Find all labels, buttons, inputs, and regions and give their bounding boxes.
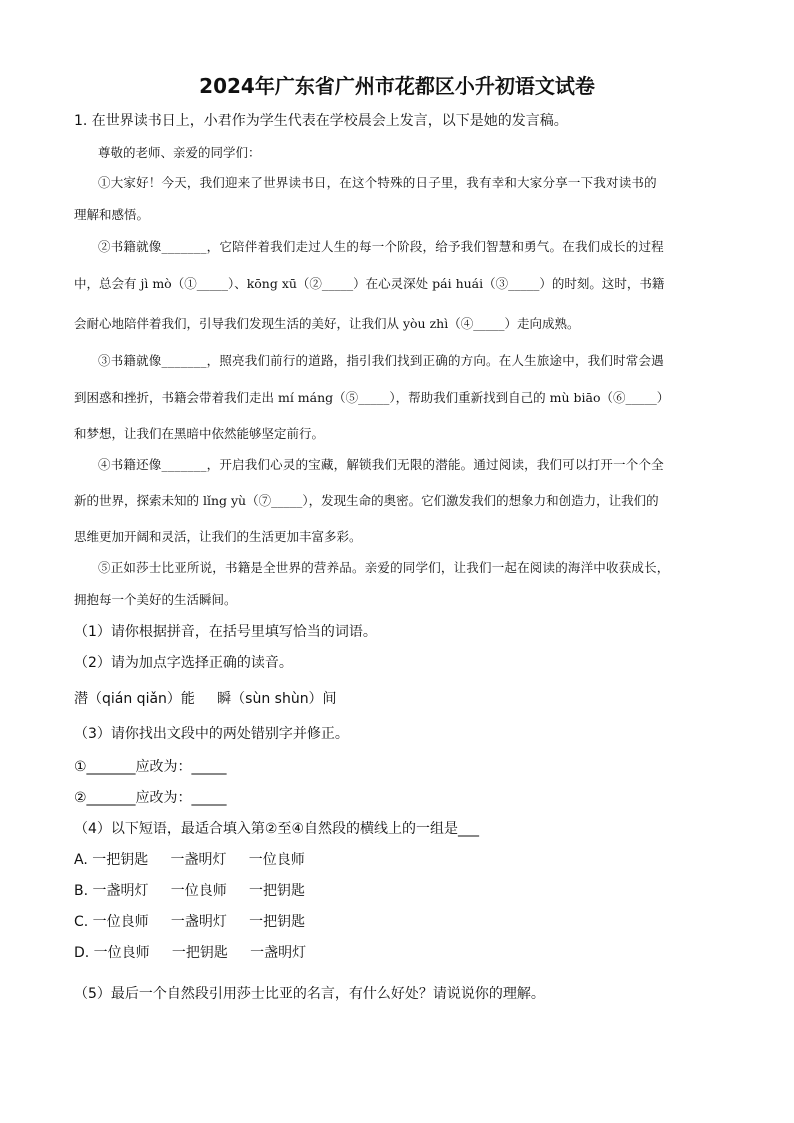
speech-paragraph-3-line-2: 到困惑和挫折，书籍会带着我们走出 mí máng（⑤_____），帮助我们重新找到自己的 mù biāo（⑥_____） xyxy=(74,390,670,405)
sub-question-1: （1）请你根据拼音，在括号里填写恰当的词语。 xyxy=(74,624,377,640)
page-title: 2024年广东省广州市花都区小升初语文试卷 xyxy=(199,74,595,98)
sub-question-2: （2）请为加点字选择正确的读音。 xyxy=(74,655,293,671)
speech-paragraph-2-line-1: ②书籍就像_______，它陪伴着我们走过人生的每一个阶段，给予我们智慧和勇气。在我们成长的过程 xyxy=(98,239,664,254)
speech-salutation: 尊敬的老师、亲爱的同学们： xyxy=(98,145,261,160)
sub-question-2-words: 潜（qián qiǎn）能 瞬（sùn shùn）间 xyxy=(74,691,337,707)
sub-question-5: （5）最后一个自然段引用莎士比亚的名言，有什么好处？请说说你的理解。 xyxy=(74,986,545,1002)
sub-question-4: （4）以下短语，最适合填入第②至④自然段的横线上的一组是___ xyxy=(74,821,480,837)
speech-paragraph-4-line-3: 思维更加开阔和灵活，让我们的生活更加丰富多彩。 xyxy=(74,529,362,544)
speech-paragraph-1-line-2: 理解和感悟。 xyxy=(74,207,150,222)
speech-paragraph-3-line-1: ③书籍就像_______，照亮我们前行的道路，指引我们找到正确的方向。在人生旅途中，我们时常会遇 xyxy=(98,353,664,368)
sub-question-3-answer-1: ①_______应改为：_____ xyxy=(74,759,227,775)
sub-question-3-answer-2: ②_______应改为：_____ xyxy=(74,790,227,806)
option-d: D. 一位良师 一把钥匙 一盏明灯 xyxy=(74,945,307,961)
speech-paragraph-5-line-1: ⑤正如莎士比亚所说，书籍是全世界的营养品。亲爱的同学们，让我们一起在阅读的海洋中收获成长， xyxy=(98,560,670,575)
sub-question-3: （3）请你找出文段中的两处错别字并修正。 xyxy=(74,726,349,742)
speech-paragraph-2-line-3: 会耐心地陪伴着我们，引导我们发现生活的美好，让我们从 yòu zhì（④_____）走向成熟。 xyxy=(74,316,580,331)
speech-paragraph-1-line-1: ①大家好！今天，我们迎来了世界读书日，在这个特殊的日子里，我有幸和大家分享一下我对读书的 xyxy=(98,175,657,190)
speech-paragraph-5-line-2: 拥抱每一个美好的生活瞬间。 xyxy=(74,592,237,607)
speech-paragraph-2-line-2: 中，总会有 jì mò（①_____）、kōng xū（②_____）在心灵深处 pái huái（③_____）的时刻。这时，书籍 xyxy=(74,276,665,291)
speech-paragraph-4-line-1: ④书籍还像_______，开启我们心灵的宝藏，解锁我们无限的潜能。通过阅读，我们可以打开一个个全 xyxy=(98,457,664,472)
speech-paragraph-3-line-3: 和梦想，让我们在黑暗中依然能够坚定前行。 xyxy=(74,426,325,441)
option-a: A. 一把钥匙 一盏明灯 一位良师 xyxy=(74,852,305,868)
speech-paragraph-4-line-2: 新的世界，探索未知的 lǐng yù（⑦_____），发现生命的奥密。它们激发我们的想象力和创造力，让我们的 xyxy=(74,493,659,508)
question-1-intro: 1. 在世界读书日上，小君作为学生代表在学校晨会上发言，以下是她的发言稿。 xyxy=(74,113,568,129)
option-b: B. 一盏明灯 一位良师 一把钥匙 xyxy=(74,883,306,899)
option-c: C. 一位良师 一盏明灯 一把钥匙 xyxy=(74,914,306,930)
